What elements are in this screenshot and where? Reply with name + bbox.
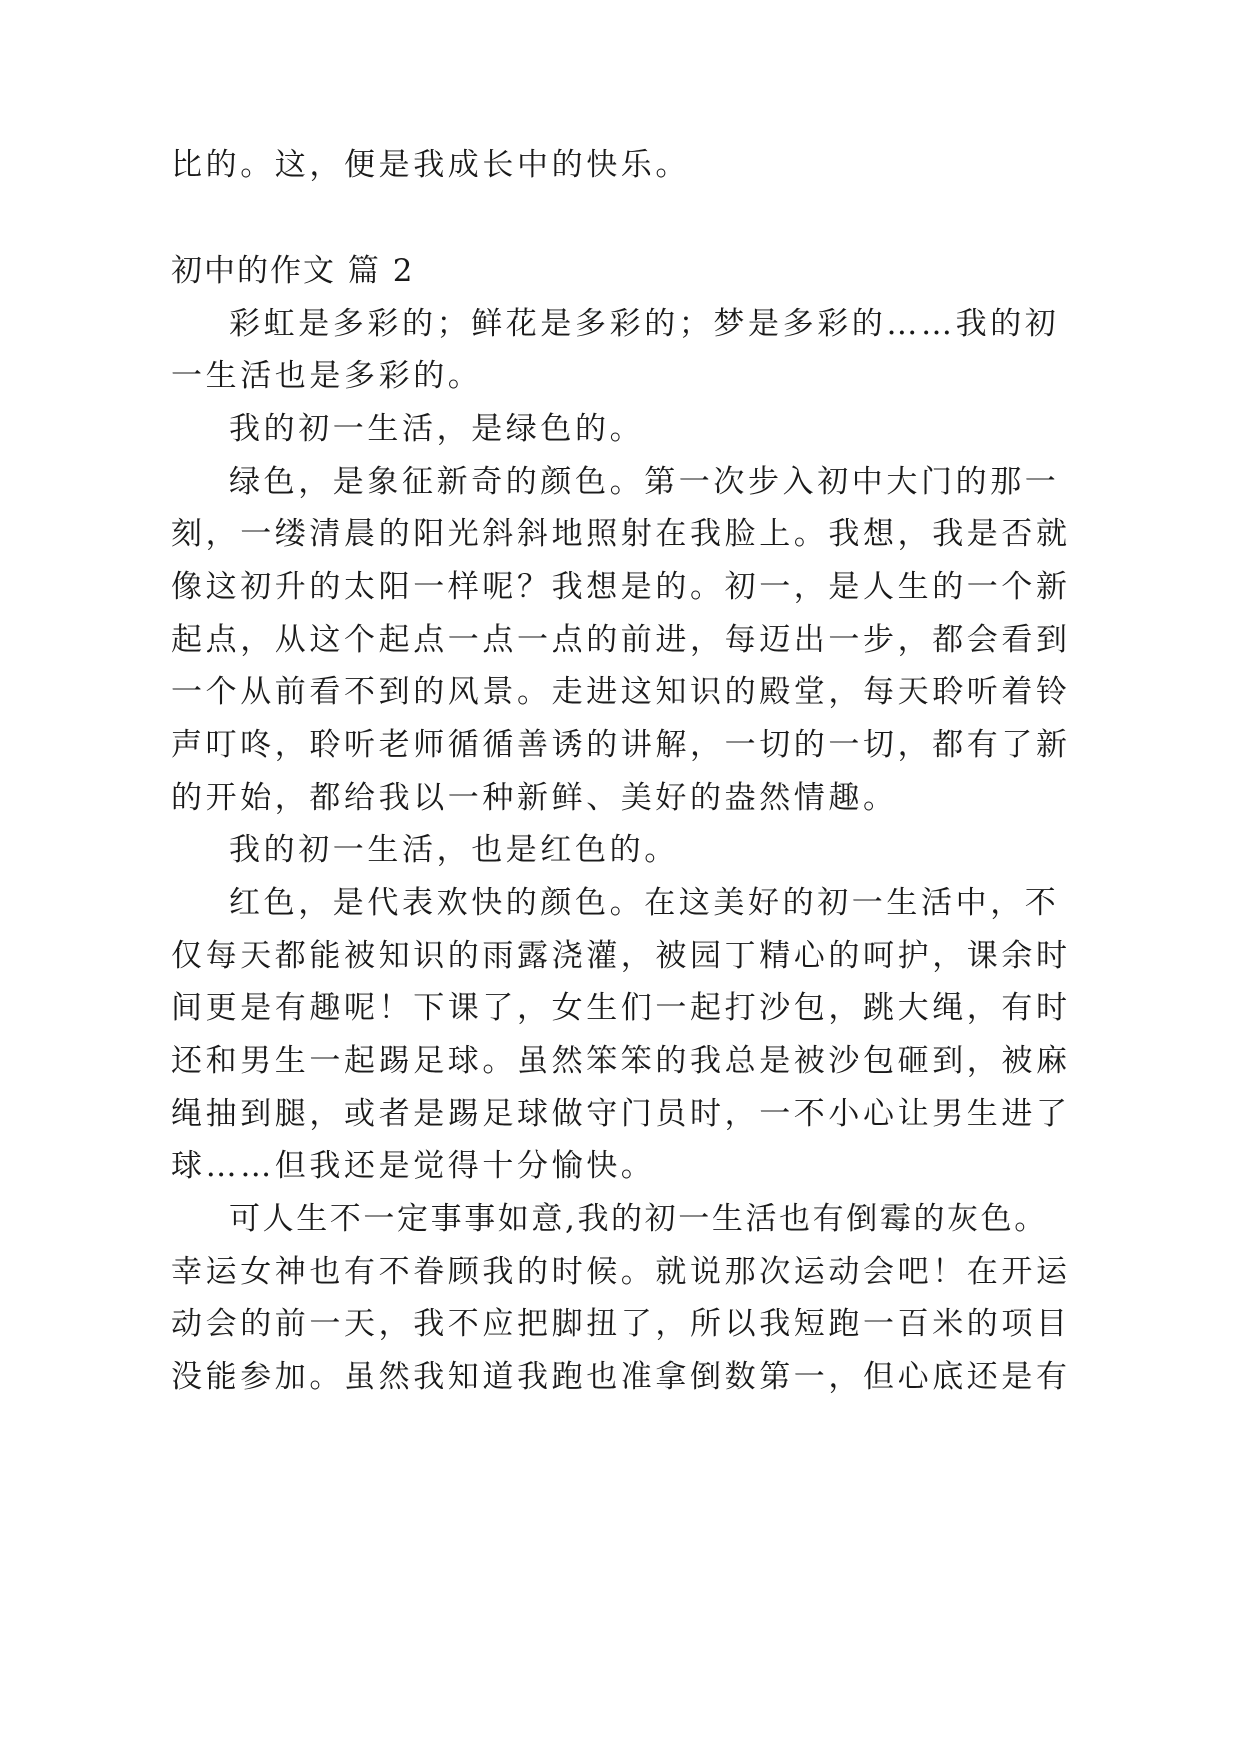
text-line: 没能参加。虽然我知道我跑也准拿倒数第一，但心底还是有 xyxy=(171,1359,1071,1395)
text-line: 刻，一缕清晨的阳光斜斜地照射在我脸上。我想，我是否就 xyxy=(171,516,1071,552)
text-line: 比的。这，便是我成长中的快乐。 xyxy=(171,147,690,183)
text-line: 彩虹是多彩的；鲜花是多彩的；梦是多彩的……我的初 xyxy=(229,306,1060,342)
text-line: 动会的前一天，我不应把脚扭了，所以我短跑一百米的项目 xyxy=(171,1306,1071,1342)
text-line: 仅每天都能被知识的雨露浇灌，被园丁精心的呵护，课余时 xyxy=(171,938,1071,974)
text-line: 绳抽到腿，或者是踢足球做守门员时，一不小心让男生进了 xyxy=(171,1096,1071,1132)
text-line: 绿色，是象征新奇的颜色。第一次步入初中大门的那一 xyxy=(229,464,1060,500)
text-line: 我的初一生活，是绿色的。 xyxy=(229,411,645,447)
text-line: 幸运女神也有不眷顾我的时候。就说那次运动会吧！在开运 xyxy=(171,1254,1071,1290)
section-heading: 初中的作文 篇 2 xyxy=(171,253,415,289)
text-line: 的开始，都给我以一种新鲜、美好的盎然情趣。 xyxy=(171,780,898,816)
text-line: 还和男生一起踢足球。虽然笨笨的我总是被沙包砸到，被麻 xyxy=(171,1043,1071,1079)
text-line: 我的初一生活，也是红色的。 xyxy=(229,832,679,868)
text-line: 间更是有趣呢！下课了，女生们一起打沙包，跳大绳，有时 xyxy=(171,990,1071,1026)
text-line: 一生活也是多彩的。 xyxy=(171,358,483,394)
text-line: 一个从前看不到的风景。走进这知识的殿堂，每天聆听着铃 xyxy=(171,674,1071,710)
text-line: 红色，是代表欢快的颜色。在这美好的初一生活中，不 xyxy=(229,885,1060,921)
text-line: 球……但我还是觉得十分愉快。 xyxy=(171,1148,656,1184)
text-line: 可人生不一定事事如意,我的初一生活也有倒霉的灰色。 xyxy=(229,1201,1048,1237)
text-line: 声叮咚，聆听老师循循善诱的讲解，一切的一切，都有了新 xyxy=(171,727,1071,763)
text-line: 起点，从这个起点一点一点的前进，每迈出一步，都会看到 xyxy=(171,622,1071,658)
text-line: 像这初升的太阳一样呢？我想是的。初一，是人生的一个新 xyxy=(171,569,1071,605)
